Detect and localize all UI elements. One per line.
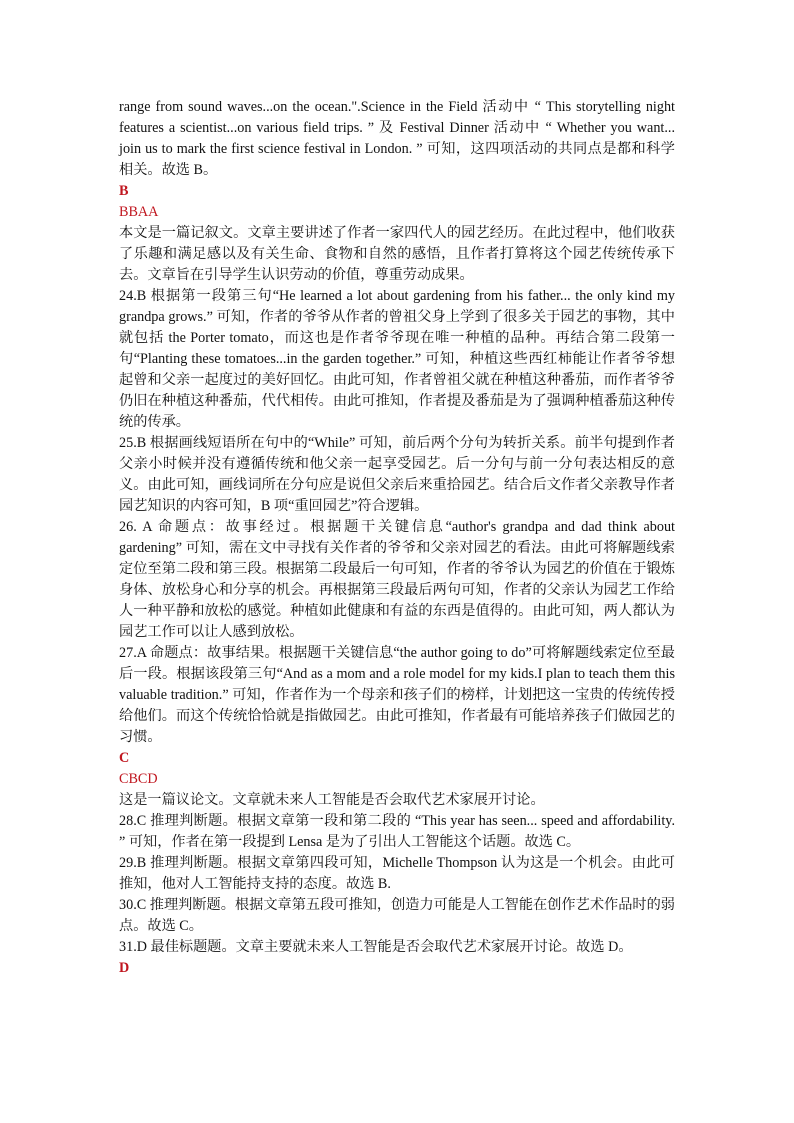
- question-30-explanation: 30.C 推理判断题。根据文章第五段可推知，创造力可能是人工智能在创作艺术作品时的弱点。故选 C。: [119, 897, 675, 934]
- answer-sequence-c: CBCD: [119, 771, 158, 787]
- question-28-explanation: 28.C 推理判断题。根据文章第一段和第二段的 “This year has seen... speed and affordability. ” 可知，作者在第一段提到 Lensa 是为了引出人工智能这个话题。故选 C。: [119, 813, 675, 850]
- answer-sequence-b: BBAA: [119, 204, 159, 220]
- answer-key-page: [119, 97, 675, 979]
- passage-a-closing-paragraph: range from sound waves...on the ocean.".Science in the Field 活动中 “ This storytelling night features a scientist...on various field trips. ” 及 Festival Dinner 活动中 “ Whether you want... join us to mark the first science festival in London. ” 可知，这四项活动的共同点是都和科学相关。故选 B。: [119, 99, 675, 178]
- question-26-explanation: 26. A 命题点：故事经过。根据题干关键信息“author's grandpa and dad think about gardening” 可知，需在文中寻找有关作者的爷爷和父亲对园艺的看法。由此可将解题线索定位至第二段和第三段。根据第二段最后一句可知，作者的爷爷认为园艺的价值在于锻炼身体、放松身心和分享的机会。再根据第三段最后两句可知，作者的父亲认为园艺工作给人一种平静和放松的感觉。种植如此健康和有益的东西是值得的。由此可知，两人都认为园艺工作可以让人感到放松。: [119, 519, 675, 640]
- section-mark-c: C: [119, 750, 130, 766]
- passage-c-summary: 这是一篇议论文。文章就未来人工智能是否会取代艺术家展开讨论。: [119, 792, 545, 808]
- question-31-explanation: 31.D 最佳标题题。文章主要就未来人工智能是否会取代艺术家展开讨论。故选 D。: [119, 939, 633, 955]
- question-29-explanation: 29.B 推理判断题。根据文章第四段可知，Michelle Thompson 认为这是一个机会。由此可推知，他对人工智能持支持的态度。故选 B.: [119, 855, 675, 892]
- question-24-explanation: 24.B 根据第一段第三句“He learned a lot about gardening from his father... the only kind my grandpa grows.” 可知，作者的爷爷从作者的曾祖父身上学到了很多关于园艺的事物，其中就包括 the Porter tomato，而这也是作者爷爷现在唯一种植的品种。再结合第二段第一句“Planting these tomatoes...in the garden together.” 可知，种植这些西红柿能让作者爷爷想起曾和父亲一起度过的美好回忆。由此可知，作者曾祖父就在种植这种番茄，而作者爷爷仍旧在种植这种番茄，代代相传。由此可推知，作者提及番茄是为了强调种植番茄这种传统的传承。: [119, 288, 675, 430]
- section-mark-b: B: [119, 183, 129, 199]
- question-27-explanation: 27.A 命题点：故事结果。根据题干关键信息“the author going to do”可将解题线索定位至最后一段。根据该段第三句“And as a mom and a role model for my kids.I plan to teach them this valuable tradition.” 可知，作者作为一个母亲和孩子们的榜样，计划把这一宝贵的传统传授给他们。而这个传统恰恰就是指做园艺。由此可推知，作者最有可能培养孩子们做园艺的习惯。: [119, 645, 675, 745]
- question-25-explanation: 25.B 根据画线短语所在句中的“While” 可知，前后两个分句为转折关系。前半句提到作者父亲小时候并没有遵循传统和他父亲一起享受园艺。后一分句与前一分句表达相反的意义。由此可知，画线词所在分句应是说但父亲后来重拾园艺。结合后文作者父亲教导作者园艺知识的内容可知，B 项“重回园艺”符合逻辑。: [119, 435, 675, 514]
- section-mark-d: D: [119, 960, 130, 976]
- passage-b-summary: 本文是一篇记叙文。文章主要讲述了作者一家四代人的园艺经历。在此过程中，他们收获了乐趣和满足感以及有关生命、食物和自然的感悟，且作者打算将这个园艺传统传承下去。文章旨在引导学生认识劳动的价值，尊重劳动成果。: [119, 225, 675, 283]
